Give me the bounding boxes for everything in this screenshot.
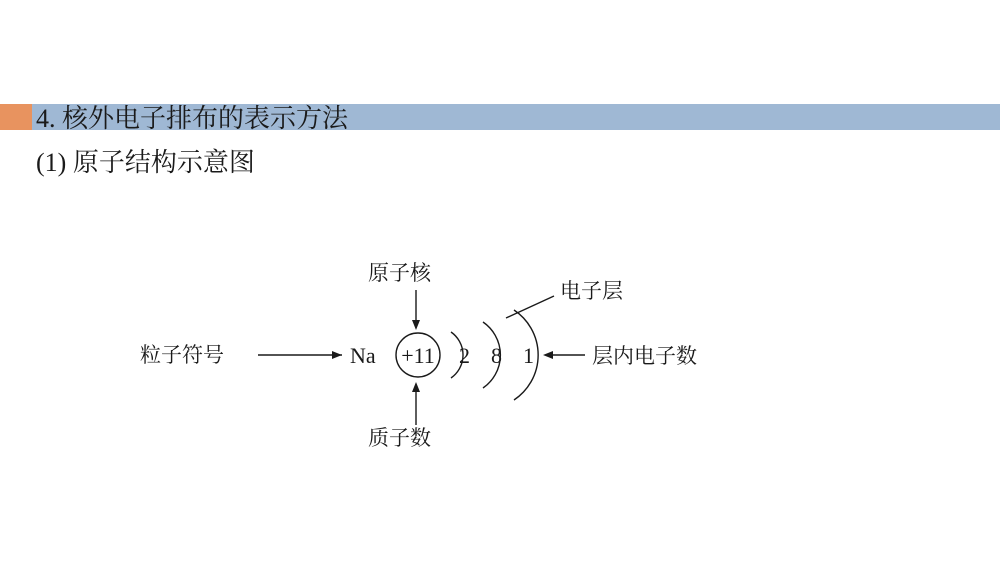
arrowhead-particle-symbol [332,351,342,359]
label-electron-shell: 电子层 [560,279,623,303]
leader-line-electron-shell [506,296,554,318]
shell-electron-count-3: 1 [523,343,534,368]
shell-electron-count-1: 2 [459,343,470,368]
arrowhead-nucleus [412,320,420,330]
label-particle-symbol: 粒子符号 [140,343,224,367]
page-subtitle: (1) 原子结构示意图 [36,148,255,177]
label-electrons-per-shell: 层内电子数 [592,344,697,368]
atomic-structure-diagram [110,240,790,470]
shell-electron-count-2: 8 [491,343,502,368]
title-band-accent-block [0,104,32,130]
label-nucleus: 原子核 [368,261,431,285]
page-title: 4. 核外电子排布的表示方法 [36,104,349,133]
nucleus-charge: +11 [401,343,435,368]
arrowhead-electrons-per-shell [543,351,553,359]
arrowhead-proton-number [412,382,420,392]
element-symbol: Na [350,343,376,368]
label-proton-number: 质子数 [368,426,431,450]
